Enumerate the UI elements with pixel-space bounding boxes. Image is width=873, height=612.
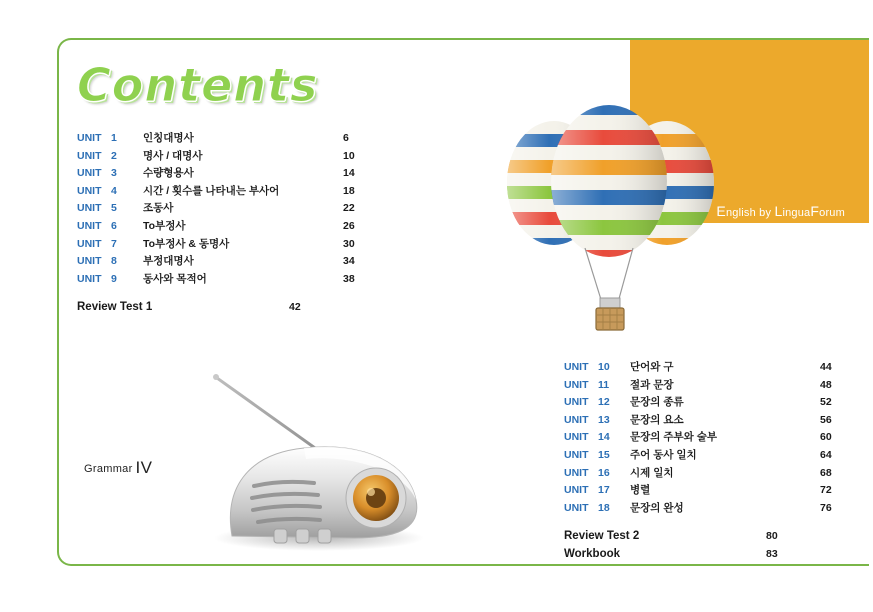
unit-page: 22: [343, 202, 355, 215]
unit-title: 문장의 종류: [630, 396, 684, 409]
unit-title: 단어와 구: [630, 361, 674, 373]
unit-label: UNIT: [564, 396, 589, 409]
unit-page: 72: [820, 484, 832, 497]
page-title: Contents: [77, 58, 319, 112]
unit-number: 10: [598, 361, 610, 373]
list-item[interactable]: [564, 465, 854, 483]
unit-label: UNIT: [77, 219, 102, 232]
unit-title: 문장의 요소: [630, 413, 684, 426]
unit-label: UNIT: [77, 237, 102, 250]
list-item[interactable]: [77, 253, 377, 271]
unit-number: 16: [598, 466, 610, 479]
list-item[interactable]: [77, 218, 377, 236]
unit-number: 2: [111, 149, 117, 162]
unit-title: 시제 일치: [630, 466, 674, 479]
unit-title: 인칭대명사: [143, 132, 194, 144]
unit-title: 주어 동사 일치: [630, 448, 697, 461]
workbook-page: 83: [766, 547, 778, 560]
unit-page: 30: [343, 237, 355, 250]
list-item[interactable]: [77, 148, 377, 166]
unit-label: UNIT: [564, 378, 589, 391]
unit-number: 13: [598, 413, 610, 426]
unit-page: 18: [343, 184, 355, 197]
list-item[interactable]: [77, 236, 377, 254]
list-item-workbook[interactable]: [564, 548, 854, 566]
unit-page: 26: [343, 219, 355, 232]
list-item[interactable]: [564, 394, 854, 412]
unit-title: To부정사 & 동명사: [143, 237, 230, 250]
unit-page: 14: [343, 167, 355, 180]
spacer: [564, 517, 854, 530]
unit-label: UNIT: [564, 413, 589, 426]
unit-label: UNIT: [564, 448, 589, 461]
unit-label: UNIT: [77, 167, 102, 180]
unit-number: 11: [598, 378, 610, 391]
unit-number: 5: [111, 202, 117, 215]
unit-page: 76: [820, 501, 832, 514]
review-test-page: 42: [289, 301, 301, 314]
unit-title: 문장의 완성: [630, 501, 684, 514]
list-item-review-test-2[interactable]: [564, 530, 854, 548]
unit-label: UNIT: [77, 202, 102, 215]
brand-logotype: English by LinguaForum: [716, 203, 845, 219]
review-test-label: Review Test 1: [77, 301, 153, 314]
unit-number: 17: [598, 484, 610, 497]
unit-page: 44: [820, 361, 832, 373]
unit-label: UNIT: [564, 466, 589, 479]
workbook-label: Workbook: [564, 547, 621, 560]
grammar-word: Grammar: [84, 463, 133, 475]
unit-label: UNIT: [77, 184, 102, 197]
unit-page: 48: [820, 378, 832, 391]
unit-page: 10: [343, 149, 355, 162]
list-item[interactable]: [77, 130, 377, 148]
unit-title: 시간 / 횟수를 나타내는 부사어: [143, 184, 280, 197]
unit-title: 절과 문장: [630, 378, 674, 391]
unit-number: 6: [111, 219, 117, 232]
unit-number: 8: [111, 255, 117, 268]
unit-number: 18: [598, 501, 610, 514]
unit-number: 7: [111, 237, 117, 250]
review-test-label: Review Test 2: [564, 530, 640, 543]
unit-label: UNIT: [77, 272, 102, 285]
unit-number: 14: [598, 431, 610, 444]
grammar-level-label: [84, 458, 152, 478]
unit-page: 52: [820, 396, 832, 409]
toc-right-column: [564, 359, 854, 566]
grammar-level-number: IV: [135, 458, 153, 477]
unit-label: UNIT: [564, 484, 589, 497]
list-item[interactable]: [77, 271, 377, 289]
list-item[interactable]: [564, 447, 854, 465]
unit-page: 38: [343, 272, 355, 285]
unit-page: 34: [343, 255, 355, 268]
list-item[interactable]: [77, 200, 377, 218]
list-item[interactable]: [564, 500, 854, 518]
hot-air-balloon-illustration: [499, 88, 749, 353]
unit-title: 명사 / 대명사: [143, 149, 203, 162]
spacer: [77, 288, 377, 301]
toc-left-column: [77, 130, 377, 319]
retro-radio-illustration: [154, 340, 464, 555]
unit-label: UNIT: [564, 361, 589, 373]
unit-number: 12: [598, 396, 610, 409]
unit-number: 9: [111, 272, 117, 285]
unit-title: 병렬: [630, 484, 651, 497]
unit-title: 문장의 주부와 술부: [630, 431, 717, 444]
unit-page: 6: [343, 132, 349, 144]
list-item[interactable]: [564, 482, 854, 500]
list-item-review-test-1[interactable]: [77, 301, 377, 319]
unit-label: UNIT: [77, 149, 102, 162]
unit-label: UNIT: [564, 501, 589, 514]
list-item[interactable]: [77, 183, 377, 201]
list-item[interactable]: [564, 359, 854, 377]
unit-page: 64: [820, 448, 832, 461]
unit-number: 4: [111, 184, 117, 197]
unit-number: 3: [111, 167, 117, 180]
unit-page: 60: [820, 431, 832, 444]
book-spread-page: [57, 38, 869, 566]
unit-title: 부정대명사: [143, 255, 194, 268]
unit-label: UNIT: [77, 255, 102, 268]
unit-label: UNIT: [77, 132, 102, 144]
unit-title: 수량형용사: [143, 167, 194, 180]
review-test-page: 80: [766, 530, 778, 543]
unit-number: 1: [111, 132, 117, 144]
unit-page: 68: [820, 466, 832, 479]
unit-title: To부정사: [143, 219, 186, 232]
list-item[interactable]: [77, 165, 377, 183]
unit-number: 15: [598, 448, 610, 461]
list-item[interactable]: [564, 377, 854, 395]
unit-title: 동사와 목적어: [143, 272, 207, 285]
unit-label: UNIT: [564, 431, 589, 444]
unit-title: 조동사: [143, 202, 174, 215]
list-item[interactable]: [564, 429, 854, 447]
unit-page: 56: [820, 413, 832, 426]
list-item[interactable]: [564, 412, 854, 430]
